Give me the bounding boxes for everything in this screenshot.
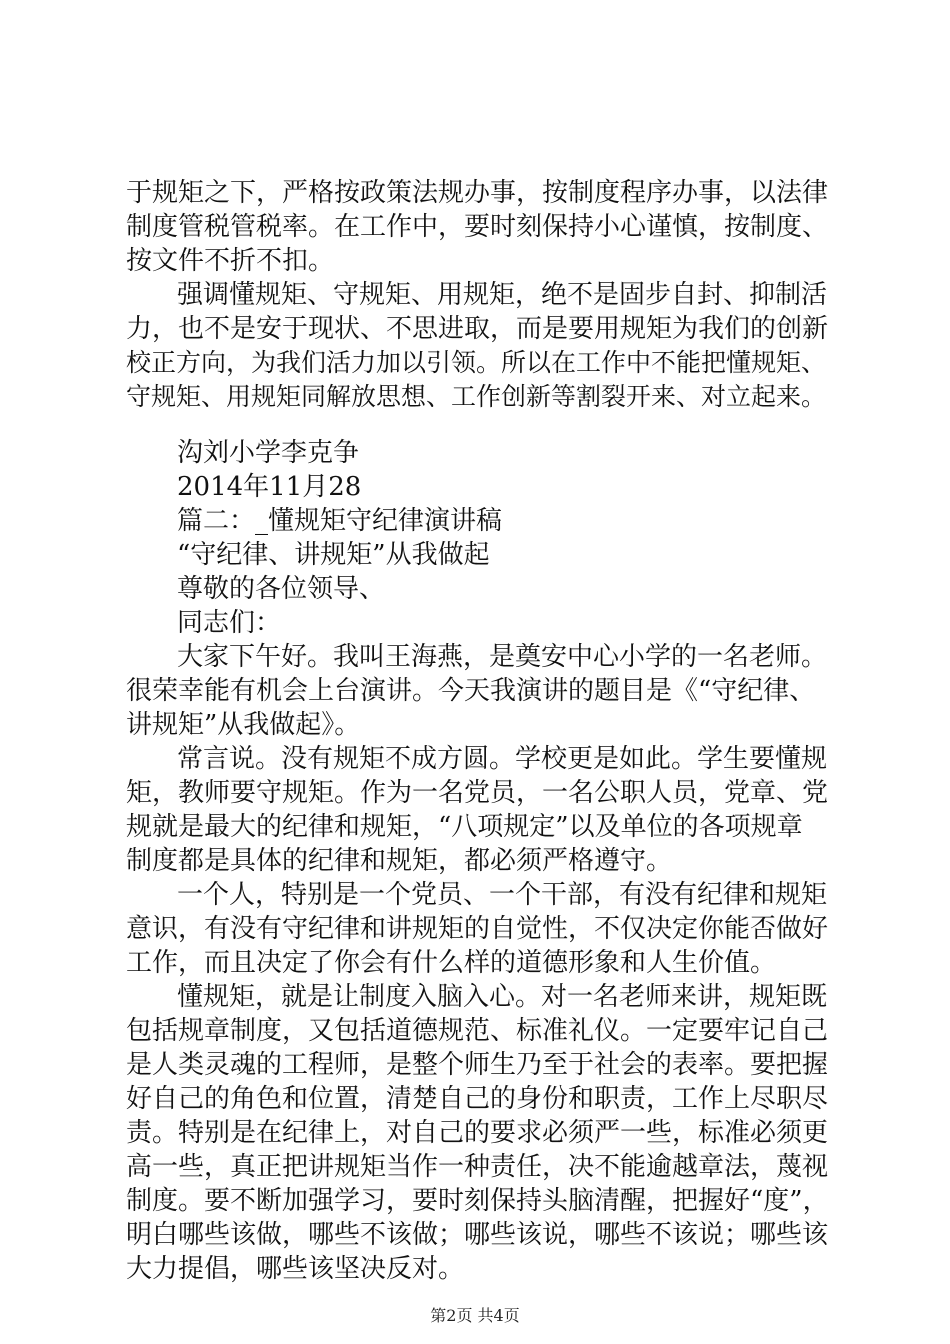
date-line: 2014年11月28 <box>177 472 362 502</box>
paragraph-line: 很荣幸能有机会上台演讲。今天我演讲的题目是《“守纪律、 <box>126 676 816 706</box>
paragraph-line: 力，也不是安于现状、不思进取，而是要用规矩为我们的创新 <box>126 314 829 344</box>
author-line: 沟刘小学李克争 <box>177 438 360 468</box>
paragraph-line: 于规矩之下，严格按政策法规办事，按制度程序办事，以法律 <box>126 178 829 208</box>
paragraph-line: 校正方向，为我们活力加以引领。所以在工作中不能把懂规矩、 <box>126 348 827 377</box>
paragraph-line: 工作，而且决定了你会有什么样的道德形象和人生价值。 <box>126 948 777 978</box>
paragraph-line: 高一些，真正把讲规矩当作一种责任，决不能逾越章法，蔑视 <box>126 1152 829 1182</box>
section-heading: 篇二：_懂规矩守纪律演讲稿 <box>177 506 503 536</box>
paragraph-line: 制度都是具体的纪律和规矩，都必须严格遵守。 <box>126 846 673 876</box>
paragraph-line: 制度。要不断加强学习，要时刻保持头脑清醒，把握好“度”， <box>126 1186 829 1216</box>
salutation-line: 同志们： <box>177 608 282 638</box>
paragraph-line: 责。特别是在纪律上，对自己的要求必须严一些，标准必须更 <box>126 1118 829 1148</box>
paragraph-line: 规就是最大的纪律和规矩，“八项规定”以及单位的各项规章 <box>126 812 803 842</box>
paragraph-line: 好自己的角色和位置，清楚自己的身份和职责，工作上尽职尽 <box>126 1084 829 1114</box>
paragraph-line: 按文件不折不扣。 <box>126 246 335 276</box>
paragraph-line: 制度管税管税率。在工作中，要时刻保持小心谨慎，按制度、 <box>126 212 829 242</box>
paragraph-line: 包括规章制度，又包括道德规范、标准礼仪。一定要牢记自己 <box>126 1016 829 1046</box>
paragraph-line: 懂规矩，就是让制度入脑入心。对一名老师来讲，规矩既 <box>177 982 828 1012</box>
paragraph-line: 一个人，特别是一个党员、一个干部，有没有纪律和规矩 <box>177 880 828 910</box>
page-number-footer: 第2页 共4页 <box>430 1306 520 1325</box>
paragraph-line: 讲规矩”从我做起》。 <box>126 710 361 740</box>
paragraph-line: 强调懂规矩、守规矩、用规矩，绝不是固步自封、抑制活 <box>177 280 828 310</box>
paragraph-line: 意识，有没有守纪律和讲规矩的自觉性，不仅决定你能否做好 <box>126 914 829 944</box>
paragraph-line: 大家下午好。我叫王海燕，是奠安中心小学的一名老师。 <box>177 642 828 672</box>
speech-title: “守纪律、讲规矩”从我做起 <box>177 540 490 570</box>
paragraph-line: 大力提倡，哪些该坚决反对。 <box>126 1254 465 1284</box>
paragraph-line: 常言说。没有规矩不成方圆。学校更是如此。学生要懂规 <box>177 744 828 774</box>
salutation-line: 尊敬的各位领导、 <box>177 574 386 604</box>
paragraph-line: 矩，教师要守规矩。作为一名党员，一名公职人员，党章、党 <box>126 778 829 808</box>
paragraph-line: 守规矩、用规矩同解放思想、工作创新等割裂开来、对立起来。 <box>126 382 827 411</box>
paragraph-line: 明白哪些该做，哪些不该做；哪些该说，哪些不该说；哪些该 <box>126 1220 829 1250</box>
paragraph-line: 是人类灵魂的工程师，是整个师生乃至于社会的表率。要把握 <box>126 1050 829 1080</box>
